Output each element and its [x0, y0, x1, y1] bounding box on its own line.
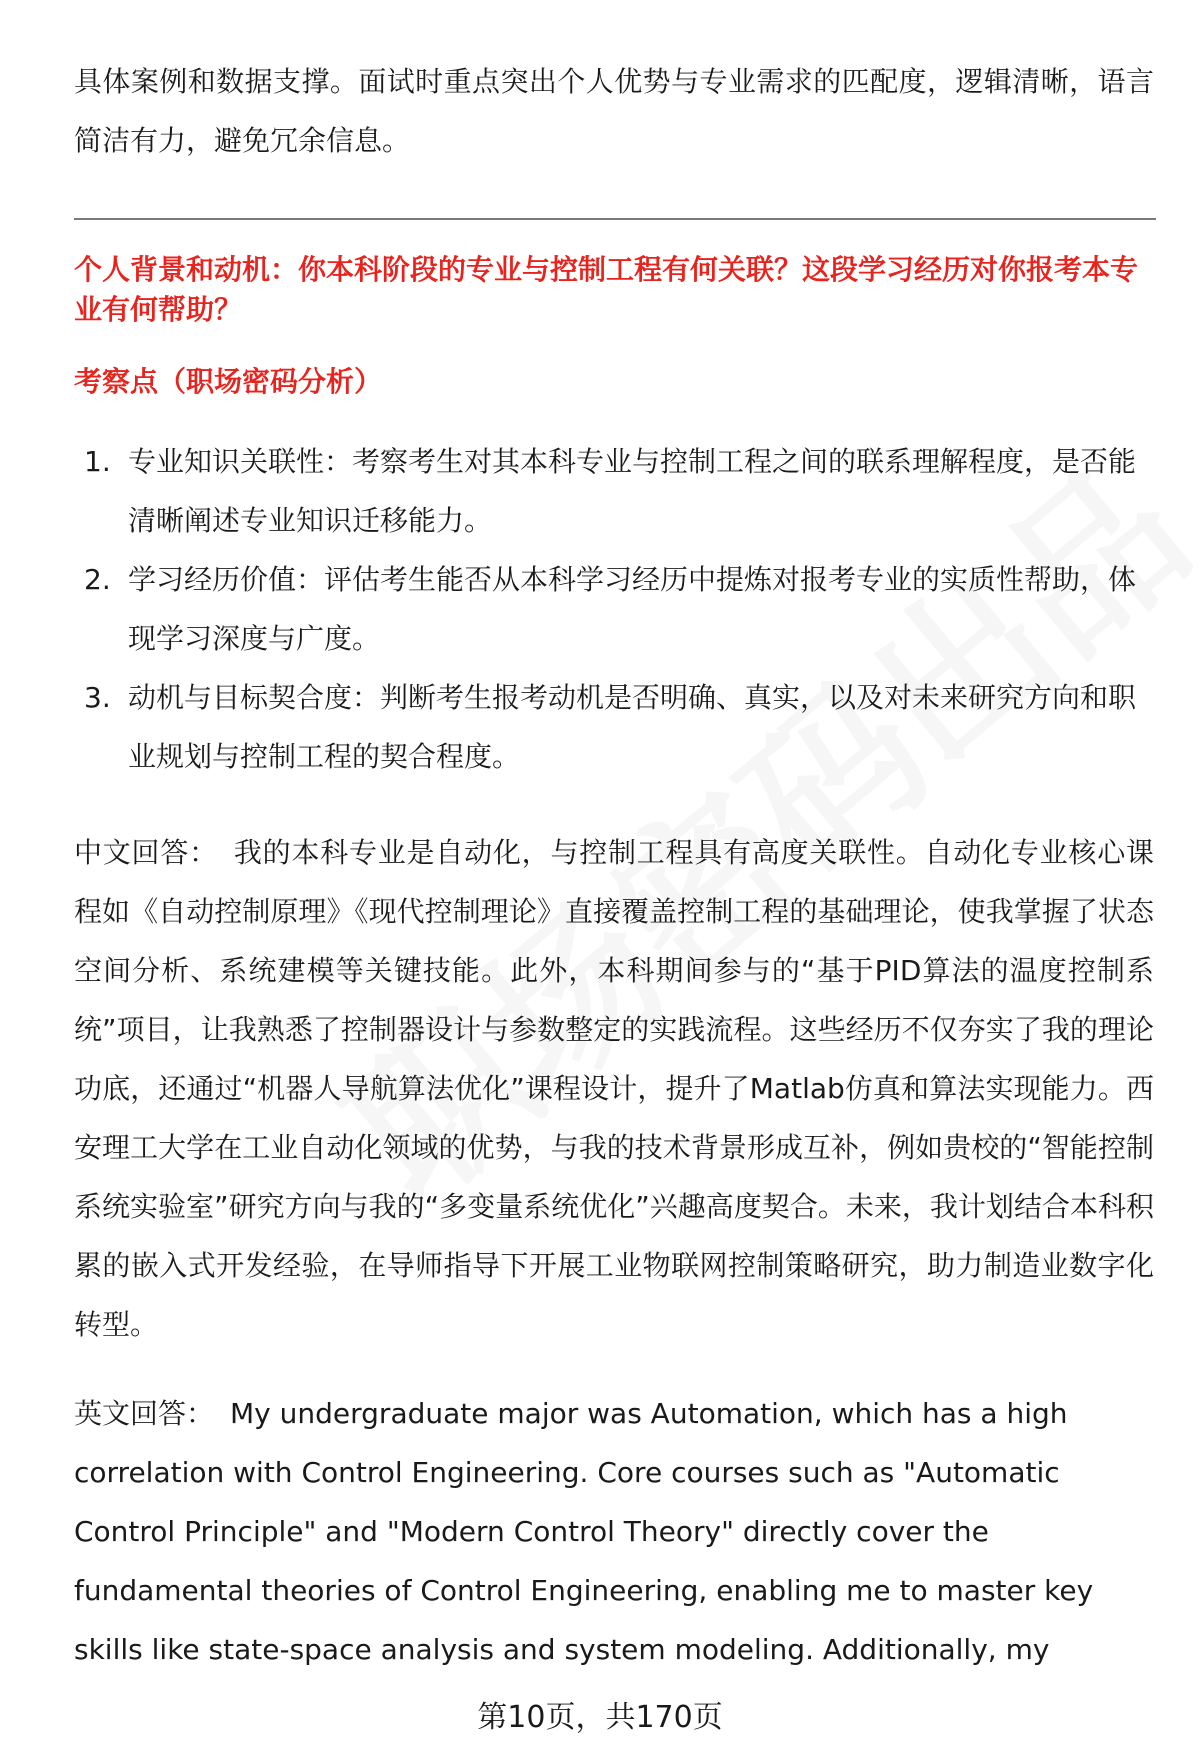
intro-paragraph — [74, 52, 1154, 170]
assessment-list — [74, 432, 1154, 786]
section-divider — [74, 218, 1156, 220]
intro-text: 具体案例和数据支撑。面试时重点突出个人优势与专业需求的匹配度，逻辑清晰，语言简洁有力，避免冗余信息。 — [74, 65, 1154, 157]
list-number: 1. — [84, 445, 111, 478]
english-answer — [74, 1384, 1154, 1679]
page-footer: 第10页，共170页 — [477, 1700, 723, 1735]
english-answer-paragraph — [74, 1384, 1154, 1679]
chinese-answer-paragraph — [74, 823, 1154, 1354]
english-answer-label: 英文回答： — [74, 1397, 215, 1430]
list-number: 2. — [84, 563, 111, 596]
chinese-answer — [74, 823, 1154, 1354]
list-text: 动机与目标契合度：判断考生报考动机是否明确、真实，以及对未来研究方向和职业规划与控制工程的契合程度。 — [128, 681, 1137, 773]
assessment-heading: 考察点（职场密码分析） — [74, 365, 383, 398]
question-heading: 个人背景和动机：你本科阶段的专业与控制工程有何关联？这段学习经历对你报考本专业有何帮助？ — [74, 253, 1139, 326]
list-item — [74, 550, 1154, 668]
list-text: 学习经历价值：评估考生能否从本科学习经历中提炼对报考专业的实质性帮助，体现学习深度与广度。 — [128, 563, 1137, 655]
chinese-answer-text: 我的本科专业是自动化，与控制工程具有高度关联性。自动化专业核心课程如《自动控制原理》《现代控制理论》直接覆盖控制工程的基础理论，使我掌握了状态空间分析、系统建模等关键技能。此外，本科期间参与的“基于PID算法的温度控制系统”项目，让我熟悉了控制器设计与参数整定的实践流程。这些经历不仅夯实了我的理论功底，还通过“机器人导航算法优化”课程设计，提升了Matlab仿真和算法实现能力。西安理工大学在工业自动化领域的优势，与我的技术背景形成互补，例如贵校的“智能控制系统实验室”研究方向与我的“多变量系统优化”兴趣高度契合。未来，我计划结合本科积累的嵌入式开发经验，在导师指导下开展工业物联网控制策略研究，助力制造业数字化转型。 — [74, 836, 1154, 1341]
chinese-answer-label: 中文回答： — [74, 836, 218, 869]
list-item — [74, 668, 1154, 786]
list-number: 3. — [84, 681, 111, 714]
list-item — [74, 432, 1154, 550]
english-answer-text: My undergraduate major was Automation, which has a high correlation with Control Engineering. Core courses such as "Automatic Control Principle" and "Modern Control Theory" directly cover the fundamental theories of Control Engineering, enabling me to master key skills like state-space analysis and system modeling. Additionally, my — [74, 1397, 1094, 1666]
list-text: 专业知识关联性：考察考生对其本科专业与控制工程之间的联系理解程度，是否能清晰阐述专业知识迁移能力。 — [128, 445, 1137, 537]
